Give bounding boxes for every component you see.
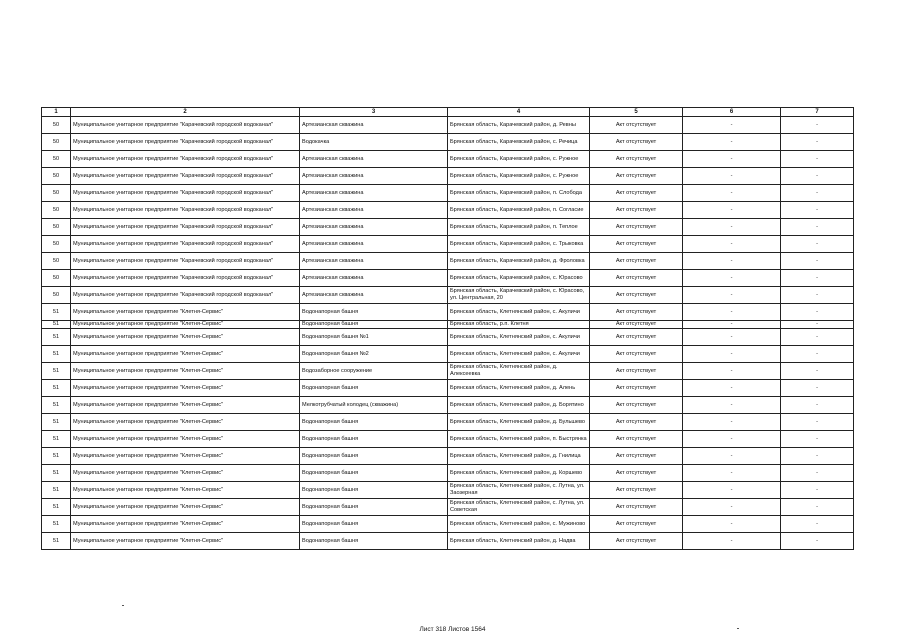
col7-cell: -	[781, 321, 854, 329]
row-number: 51	[42, 465, 71, 482]
act-cell: Акт отсутствует	[590, 117, 683, 134]
row-number: 51	[42, 533, 71, 550]
act-cell: Акт отсутствует	[590, 287, 683, 304]
table-row	[42, 329, 854, 346]
object-cell: Водонапорная башня	[300, 304, 448, 321]
col7-cell: -	[781, 168, 854, 185]
organization-cell: Муниципальное унитарное предприятие "Карачевский городской водоканал"	[71, 151, 300, 168]
object-cell: Артезианская скважина	[300, 185, 448, 202]
col7-cell: -	[781, 151, 854, 168]
col6-cell: -	[683, 202, 781, 219]
table-row	[42, 380, 854, 397]
col6-cell: -	[683, 431, 781, 448]
act-cell: Акт отсутствует	[590, 533, 683, 550]
address-cell: Брянская область, р.п. Клетня	[448, 321, 590, 329]
table-row	[42, 448, 854, 465]
col7-cell: -	[781, 380, 854, 397]
col7-cell: -	[781, 134, 854, 151]
col7-cell: -	[781, 185, 854, 202]
table-row	[42, 202, 854, 219]
row-number: 51	[42, 321, 71, 329]
row-number: 50	[42, 253, 71, 270]
table-row	[42, 270, 854, 287]
row-number: 51	[42, 363, 71, 380]
organization-cell: Муниципальное унитарное предприятие "Клетня-Сервис"	[71, 431, 300, 448]
act-cell: Акт отсутствует	[590, 270, 683, 287]
column-header-7: 7	[781, 108, 854, 117]
col6-cell: -	[683, 219, 781, 236]
row-number: 51	[42, 499, 71, 516]
row-number: 50	[42, 151, 71, 168]
table-row	[42, 482, 854, 499]
register-table	[41, 107, 854, 550]
row-number: 50	[42, 219, 71, 236]
table-body	[42, 108, 854, 550]
act-cell: Акт отсутствует	[590, 202, 683, 219]
table-row	[42, 151, 854, 168]
address-cell: Брянская область, Карачевский район, д. Ревны	[448, 117, 590, 134]
act-cell: Акт отсутствует	[590, 329, 683, 346]
row-number: 50	[42, 185, 71, 202]
object-cell: Водонапорная башня	[300, 321, 448, 329]
act-cell: Акт отсутствует	[590, 321, 683, 329]
table-row	[42, 134, 854, 151]
object-cell: Артезианская скважина	[300, 151, 448, 168]
act-cell: Акт отсутствует	[590, 448, 683, 465]
col6-cell: -	[683, 465, 781, 482]
col6-cell: -	[683, 380, 781, 397]
organization-cell: Муниципальное унитарное предприятие "Карачевский городской водоканал"	[71, 185, 300, 202]
act-cell: Акт отсутствует	[590, 253, 683, 270]
address-cell: Брянская область, Клетнянский район, с. Акуличи	[448, 346, 590, 363]
object-cell: Артезианская скважина	[300, 287, 448, 304]
address-cell: Брянская область, Карачевский район, с. Юрасово, ул. Центральная, 20	[448, 287, 590, 304]
organization-cell: Муниципальное унитарное предприятие "Клетня-Сервис"	[71, 465, 300, 482]
col6-cell: -	[683, 134, 781, 151]
col7-cell: -	[781, 482, 854, 499]
act-cell: Акт отсутствует	[590, 380, 683, 397]
row-number: 50	[42, 202, 71, 219]
act-cell: Акт отсутствует	[590, 168, 683, 185]
act-cell: Акт отсутствует	[590, 397, 683, 414]
col7-cell: -	[781, 304, 854, 321]
address-cell: Брянская область, Клетнянский район, д. Коршево	[448, 465, 590, 482]
table-row	[42, 397, 854, 414]
col6-cell: -	[683, 185, 781, 202]
object-cell: Водонапорная башня	[300, 465, 448, 482]
col7-cell: -	[781, 414, 854, 431]
act-cell: Акт отсутствует	[590, 482, 683, 499]
col7-cell: -	[781, 253, 854, 270]
table-row	[42, 431, 854, 448]
column-header-4: 4	[448, 108, 590, 117]
address-cell: Брянская область, Карачевский район, с. Ружное	[448, 168, 590, 185]
act-cell: Акт отсутствует	[590, 499, 683, 516]
col6-cell: -	[683, 304, 781, 321]
object-cell: Водонапорная башня	[300, 516, 448, 533]
col6-cell: -	[683, 533, 781, 550]
address-cell: Брянская область, Карачевский район, с. Трыковка	[448, 236, 590, 253]
organization-cell: Муниципальное унитарное предприятие "Карачевский городской водоканал"	[71, 117, 300, 134]
col7-cell: -	[781, 346, 854, 363]
address-cell: Брянская область, Карачевский район, п. Слобода	[448, 185, 590, 202]
col7-cell: -	[781, 499, 854, 516]
object-cell: Водонапорная башня	[300, 380, 448, 397]
column-header-1: 1	[42, 108, 71, 117]
organization-cell: Муниципальное унитарное предприятие "Клетня-Сервис"	[71, 499, 300, 516]
col7-cell: -	[781, 219, 854, 236]
organization-cell: Муниципальное унитарное предприятие "Клетня-Сервис"	[71, 363, 300, 380]
table-row	[42, 236, 854, 253]
organization-cell: Муниципальное унитарное предприятие "Клетня-Сервис"	[71, 516, 300, 533]
column-header-5: 5	[590, 108, 683, 117]
col7-cell: -	[781, 448, 854, 465]
organization-cell: Муниципальное унитарное предприятие "Клетня-Сервис"	[71, 414, 300, 431]
address-cell: Брянская область, Карачевский район, с. Юрасово	[448, 270, 590, 287]
col6-cell: -	[683, 448, 781, 465]
address-cell: Брянская область, Клетнянский район, д. Гнилица	[448, 448, 590, 465]
column-header-3: 3	[300, 108, 448, 117]
col6-cell: -	[683, 117, 781, 134]
row-number: 51	[42, 448, 71, 465]
object-cell: Артезианская скважина	[300, 168, 448, 185]
organization-cell: Муниципальное унитарное предприятие "Клетня-Сервис"	[71, 380, 300, 397]
organization-cell: Муниципальное унитарное предприятие "Карачевский городской водоканал"	[71, 253, 300, 270]
organization-cell: Муниципальное унитарное предприятие "Клетня-Сервис"	[71, 346, 300, 363]
object-cell: Артезианская скважина	[300, 236, 448, 253]
address-cell: Брянская область, Карачевский район, с. Речица	[448, 134, 590, 151]
row-number: 51	[42, 414, 71, 431]
col6-cell: -	[683, 287, 781, 304]
row-number: 51	[42, 397, 71, 414]
col7-cell: -	[781, 202, 854, 219]
organization-cell: Муниципальное унитарное предприятие "Карачевский городской водоканал"	[71, 236, 300, 253]
scan-speck	[122, 605, 124, 606]
object-cell: Водонапорная башня	[300, 414, 448, 431]
col7-cell: -	[781, 363, 854, 380]
object-cell: Водонапорная башня	[300, 431, 448, 448]
act-cell: Акт отсутствует	[590, 431, 683, 448]
row-number: 51	[42, 482, 71, 499]
table-row	[42, 117, 854, 134]
column-header-2: 2	[71, 108, 300, 117]
act-cell: Акт отсутствует	[590, 185, 683, 202]
scan-speck	[737, 628, 739, 629]
organization-cell: Муниципальное унитарное предприятие "Карачевский городской водоканал"	[71, 219, 300, 236]
address-cell: Брянская область, Клетнянский район, с. Лутна, ул. Советская	[448, 499, 590, 516]
col6-cell: -	[683, 346, 781, 363]
column-header-6: 6	[683, 108, 781, 117]
address-cell: Брянская область, Клетнянский район, д. Алень	[448, 380, 590, 397]
table-row	[42, 346, 854, 363]
col6-cell: -	[683, 236, 781, 253]
act-cell: Акт отсутствует	[590, 236, 683, 253]
address-cell: Брянская область, Клетнянский район, д. Борятино	[448, 397, 590, 414]
organization-cell: Муниципальное унитарное предприятие "Клетня-Сервис"	[71, 304, 300, 321]
table-row	[42, 287, 854, 304]
object-cell: Артезианская скважина	[300, 219, 448, 236]
act-cell: Акт отсутствует	[590, 219, 683, 236]
row-number: 51	[42, 346, 71, 363]
table-row	[42, 321, 854, 329]
row-number: 50	[42, 270, 71, 287]
address-cell: Брянская область, Клетнянский район, д. Бульшево	[448, 414, 590, 431]
row-number: 50	[42, 236, 71, 253]
address-cell: Брянская область, Клетнянский район, д. Надва	[448, 533, 590, 550]
organization-cell: Муниципальное унитарное предприятие "Клетня-Сервис"	[71, 321, 300, 329]
table-row	[42, 168, 854, 185]
organization-cell: Муниципальное унитарное предприятие "Карачевский городской водоканал"	[71, 270, 300, 287]
col6-cell: -	[683, 363, 781, 380]
address-cell: Брянская область, Карачевский район, п. Согласие	[448, 202, 590, 219]
row-number: 50	[42, 168, 71, 185]
col7-cell: -	[781, 397, 854, 414]
row-number: 50	[42, 287, 71, 304]
col6-cell: -	[683, 168, 781, 185]
organization-cell: Муниципальное унитарное предприятие "Клетня-Сервис"	[71, 397, 300, 414]
page-footer: Лист 318 Листов 1564	[419, 626, 486, 633]
col7-cell: -	[781, 533, 854, 550]
row-number: 51	[42, 329, 71, 346]
act-cell: Акт отсутствует	[590, 516, 683, 533]
table-row	[42, 253, 854, 270]
table-row	[42, 185, 854, 202]
col6-cell: -	[683, 516, 781, 533]
object-cell: Водозаборное сооружение	[300, 363, 448, 380]
table-row	[42, 499, 854, 516]
address-cell: Брянская область, Клетнянский район, п. Быстрянка	[448, 431, 590, 448]
table-row	[42, 219, 854, 236]
act-cell: Акт отсутствует	[590, 304, 683, 321]
address-cell: Брянская область, Клетнянский район, д. Алексеевка	[448, 363, 590, 380]
object-cell: Артезианская скважина	[300, 117, 448, 134]
organization-cell: Муниципальное унитарное предприятие "Карачевский городской водоканал"	[71, 202, 300, 219]
col6-cell: -	[683, 397, 781, 414]
col6-cell: -	[683, 499, 781, 516]
col6-cell: -	[683, 253, 781, 270]
row-number: 51	[42, 516, 71, 533]
row-number: 50	[42, 134, 71, 151]
col6-cell: -	[683, 270, 781, 287]
address-cell: Брянская область, Клетнянский район, с. Акуличи	[448, 329, 590, 346]
col7-cell: -	[781, 465, 854, 482]
col6-cell: -	[683, 414, 781, 431]
table-row	[42, 533, 854, 550]
act-cell: Акт отсутствует	[590, 414, 683, 431]
col6-cell: -	[683, 329, 781, 346]
object-cell: Водонапорная башня №2	[300, 346, 448, 363]
table-row	[42, 414, 854, 431]
row-number: 51	[42, 304, 71, 321]
object-cell: Артезианская скважина	[300, 202, 448, 219]
organization-cell: Муниципальное унитарное предприятие "Клетня-Сервис"	[71, 329, 300, 346]
object-cell: Водонапорная башня №1	[300, 329, 448, 346]
col6-cell: -	[683, 321, 781, 329]
object-cell: Мелкотрубчатый колодец (скважина)	[300, 397, 448, 414]
table-row	[42, 516, 854, 533]
row-number: 51	[42, 380, 71, 397]
act-cell: Акт отсутствует	[590, 465, 683, 482]
object-cell: Водонапорная башня	[300, 482, 448, 499]
row-number: 51	[42, 431, 71, 448]
table-row	[42, 304, 854, 321]
act-cell: Акт отсутствует	[590, 134, 683, 151]
table-row	[42, 363, 854, 380]
organization-cell: Муниципальное унитарное предприятие "Клетня-Сервис"	[71, 482, 300, 499]
address-cell: Брянская область, Карачевский район, с. Ружное	[448, 151, 590, 168]
organization-cell: Муниципальное унитарное предприятие "Карачевский городской водоканал"	[71, 287, 300, 304]
header-row	[42, 108, 854, 117]
organization-cell: Муниципальное унитарное предприятие "Карачевский городской водоканал"	[71, 134, 300, 151]
object-cell: Водонапорная башня	[300, 448, 448, 465]
address-cell: Брянская область, Клетнянский район, с. Акуличи	[448, 304, 590, 321]
address-cell: Брянская область, Карачевский район, п. Теплое	[448, 219, 590, 236]
act-cell: Акт отсутствует	[590, 151, 683, 168]
col6-cell: -	[683, 151, 781, 168]
address-cell: Брянская область, Карачевский район, д. Фроловка	[448, 253, 590, 270]
col7-cell: -	[781, 236, 854, 253]
col7-cell: -	[781, 431, 854, 448]
organization-cell: Муниципальное унитарное предприятие "Карачевский городской водоканал"	[71, 168, 300, 185]
object-cell: Водонапорная башня	[300, 533, 448, 550]
act-cell: Акт отсутствует	[590, 363, 683, 380]
col7-cell: -	[781, 329, 854, 346]
object-cell: Водонапорная башня	[300, 499, 448, 516]
act-cell: Акт отсутствует	[590, 346, 683, 363]
col6-cell: -	[683, 482, 781, 499]
address-cell: Брянская область, Клетнянский район, с. Лутна, ул. Заозерная	[448, 482, 590, 499]
col7-cell: -	[781, 117, 854, 134]
table-row	[42, 465, 854, 482]
col7-cell: -	[781, 516, 854, 533]
object-cell: Артезианская скважина	[300, 270, 448, 287]
organization-cell: Муниципальное унитарное предприятие "Клетня-Сервис"	[71, 533, 300, 550]
object-cell: Водокачка	[300, 134, 448, 151]
object-cell: Артезианская скважина	[300, 253, 448, 270]
address-cell: Брянская область, Клетнянский район, с. Мужиново	[448, 516, 590, 533]
col7-cell: -	[781, 287, 854, 304]
col7-cell: -	[781, 270, 854, 287]
organization-cell: Муниципальное унитарное предприятие "Клетня-Сервис"	[71, 448, 300, 465]
row-number: 50	[42, 117, 71, 134]
